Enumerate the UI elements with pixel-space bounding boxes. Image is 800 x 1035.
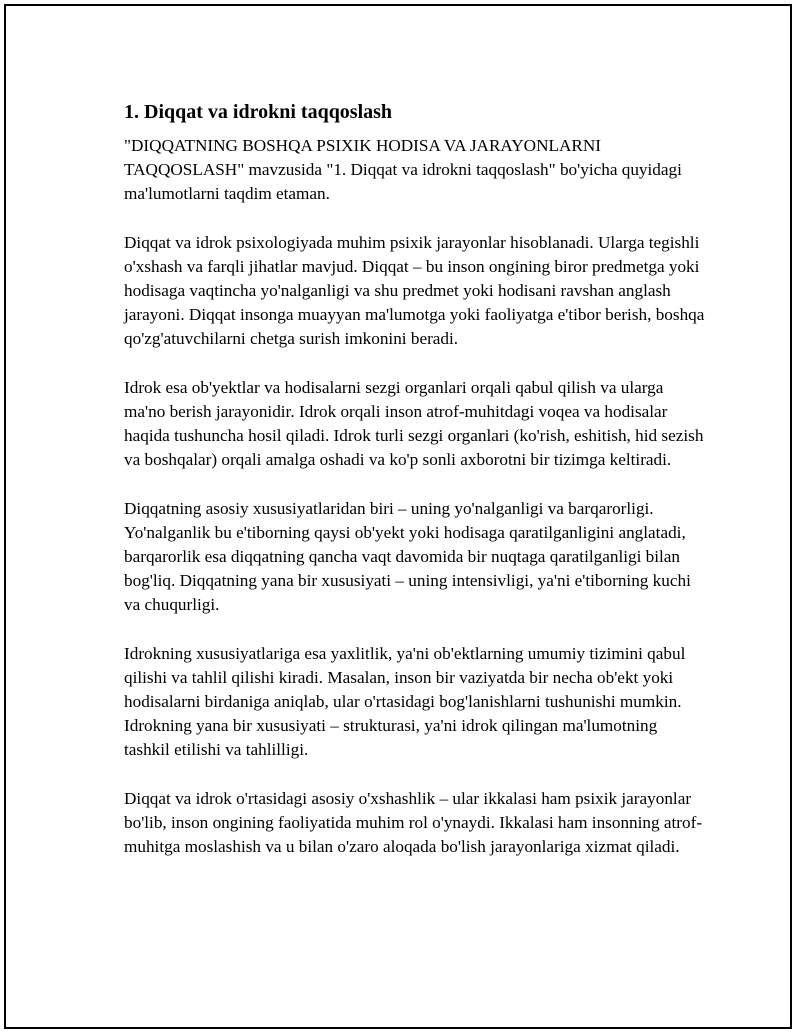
paragraph-intro: "DIQQATNING BOSHQA PSIXIK HODISA VA JARAYONLARNI TAQQOSLASH" mavzusida "1. Diqqat va idrokni taqqoslash" bo'yicha quyidagi ma'lumotlarni taqdim etaman. — [124, 136, 682, 204]
paragraph-similarities: Diqqat va idrok o'rtasidagi asosiy o'xshashlik – ular ikkalasi ham psixik jarayonlar bo'lib, inson ongining faoliyatida muhim rol o'ynaydi. Ikkalasi ham insonning atrof-muhitga moslashish va u bilan o'zaro aloqada bo'lish jarayonlariga xizmat qiladi. — [124, 788, 703, 856]
paragraph-perception-properties: Idrokning xususiyatlariga esa yaxlitlik, ya'ni ob'ektlarning umumiy tizimini qabul qilishi va tahlil qilishi kiradi. Masalan, inson bir vaziyatda bir necha ob'ekt yoki hodisalarni birdaniga aniqlab, ular o'rtasidagi bog'lanishlarni tushunishi mumkin. Idrokning yana bir xususiyati – strukturasi, ya'ni idrok qilingan ma'lumotning tashkil etilishi va tahlilligi. — [124, 643, 686, 759]
paragraph-attention-properties: Diqqatning asosiy xususiyatlaridan biri – uning yo'nalganligi va barqarorligi. Yo'nalganlik bu e'tiborning qaysi ob'yekt yoki hodisaga qaratilganligini anglatadi, barqarorlik esa diqqatning qancha vaqt davomida bir nuqtaga qaratilganligi bilan bog'liq. Diqqatning yana bir xususiyati – uning intensivligi, ya'ni e'tiborning kuchi va chuqurligi. — [124, 498, 691, 614]
document-body — [124, 99, 706, 883]
paragraph-perception-definition: Idrok esa ob'yektlar va hodisalarni sezgi organlari orqali qabul qilish va ularga ma'no berish jarayonidir. Idrok orqali inson atrof-muhitdagi voqea va hodisalar haqida tushuncha hosil qiladi. Idrok turli sezgi organlari (ko'rish, eshitish, hid sezish va boshqalar) orqali amalga oshadi va ko'p sonli axborotni bir tizimga keltiradi. — [124, 377, 704, 470]
page-frame — [4, 4, 792, 1029]
paragraph-attention-definition: Diqqat va idrok psixologiyada muhim psixik jarayonlar hisoblanadi. Ularga tegishli o'xshash va farqli jihatlar mavjud. Diqqat – bu inson ongining biror predmetga yoki hodisaga vaqtincha yo'nalganligi va shu predmet yoki hodisani ravshan anglash jarayoni. Diqqat insonga muayyan ma'lumotga yoki faoliyatga e'tibor berish, boshqa qo'zg'atuvchilarni chetga surish imkonini beradi. — [124, 232, 705, 349]
section-heading: 1. Diqqat va idrokni taqqoslash — [124, 101, 393, 123]
